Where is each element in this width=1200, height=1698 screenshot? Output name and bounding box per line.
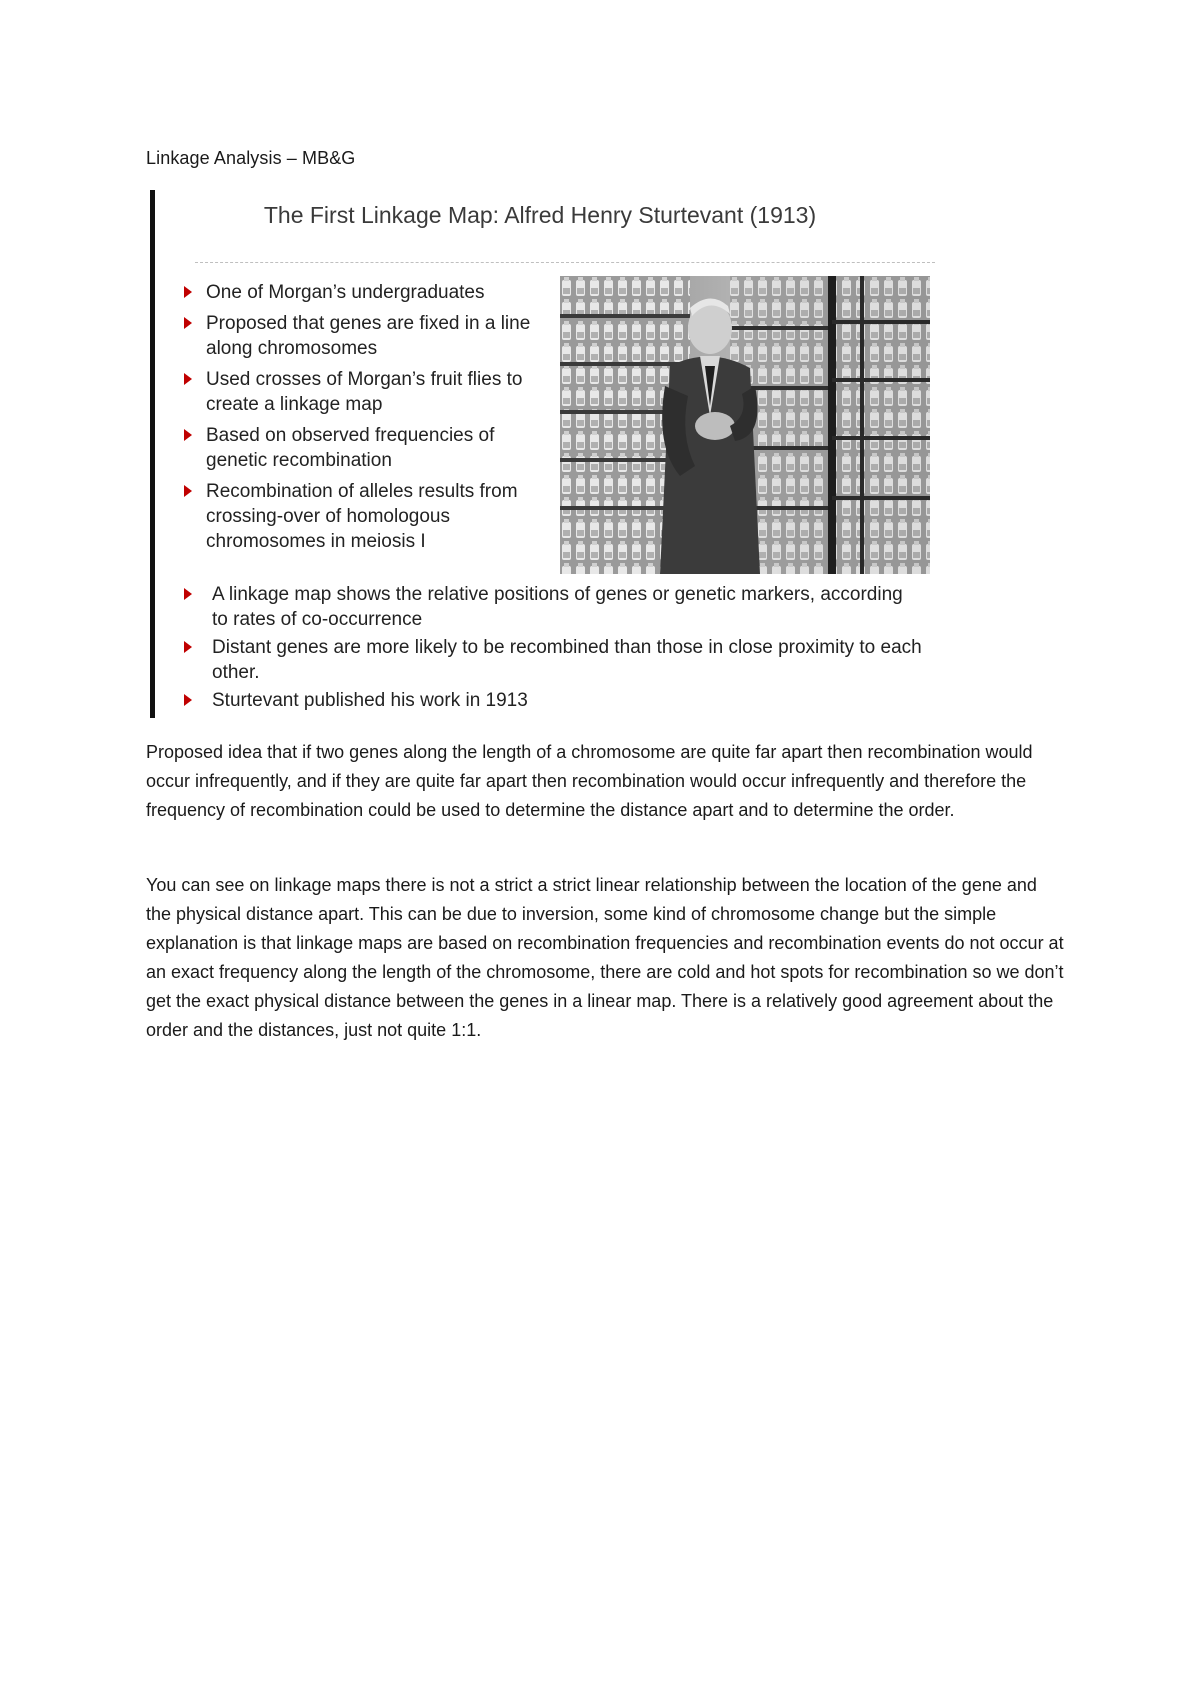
slide-bullet-list-top xyxy=(182,280,542,560)
slide-bullet-list-bottom xyxy=(182,582,922,716)
body-paragraph-2: You can see on linkage maps there is not a strict a strict linear relationship between the location of the gene and the physical distance apart. This can be due to inversion, some kind of chromosome change but the simple explanation is that linkage maps are based on recombination frequencies and recombination events do not occur at an exact frequency along the length of the chromosome, there are cold and hot spots for recombination so we don’t get the exact physical distance between the genes in a linear map. There is a relatively good agreement about the order and the distances, just not quite 1:1. xyxy=(146,875,1064,1040)
photo-scientist-with-fly-bottles xyxy=(560,276,930,574)
red-triangle-bullet-icon xyxy=(184,317,192,329)
slide-bullet-text: Based on observed frequencies of genetic recombination xyxy=(206,425,495,471)
slide-bullet-text: Proposed that genes are fixed in a line along chromosomes xyxy=(206,313,531,359)
embedded-slide xyxy=(150,190,950,718)
slide-bullet xyxy=(182,311,542,361)
slide-title-divider xyxy=(195,262,935,263)
red-triangle-bullet-icon xyxy=(184,588,192,600)
slide-bullet-text: Used crosses of Morgan’s fruit flies to create a linkage map xyxy=(206,369,523,415)
slide-bullet-text: One of Morgan’s undergraduates xyxy=(206,282,485,303)
slide-bullet-text: A linkage map shows the relative positions of genes or genetic markers, according to rates of co-occurrence xyxy=(212,584,903,630)
red-triangle-bullet-icon xyxy=(184,641,192,653)
red-triangle-bullet-icon xyxy=(184,694,192,706)
red-triangle-bullet-icon xyxy=(184,373,192,385)
slide-left-rule xyxy=(150,190,155,718)
slide-bullet xyxy=(182,479,542,554)
slide-bullet-text: Distant genes are more likely to be recombined than those in close proximity to each other. xyxy=(212,637,922,683)
slide-bullet xyxy=(182,635,922,685)
slide-bullet xyxy=(182,367,542,417)
slide-bullet xyxy=(182,423,542,473)
slide-bullet xyxy=(182,582,922,632)
slide-bullet-text: Recombination of alleles results from crossing-over of homologous chromosomes in meiosis I xyxy=(206,481,518,552)
slide-bullet xyxy=(182,688,922,713)
document-header: Linkage Analysis – MB&G xyxy=(146,148,356,168)
red-triangle-bullet-icon xyxy=(184,429,192,441)
photo-image xyxy=(560,276,930,574)
red-triangle-bullet-icon xyxy=(184,485,192,497)
body-paragraph-1: Proposed idea that if two genes along the length of a chromosome are quite far apart then recombination would occur infrequently, and if they are quite far apart then recombination would occur infrequently and therefore the frequency of recombination could be used to determine the distance apart and to determine the order. xyxy=(146,742,1033,820)
red-triangle-bullet-icon xyxy=(184,286,192,298)
slide-bullet-text: Sturtevant published his work in 1913 xyxy=(212,690,528,711)
slide-title: The First Linkage Map: Alfred Henry Sturtevant (1913) xyxy=(263,202,817,228)
slide-bullet xyxy=(182,280,542,305)
